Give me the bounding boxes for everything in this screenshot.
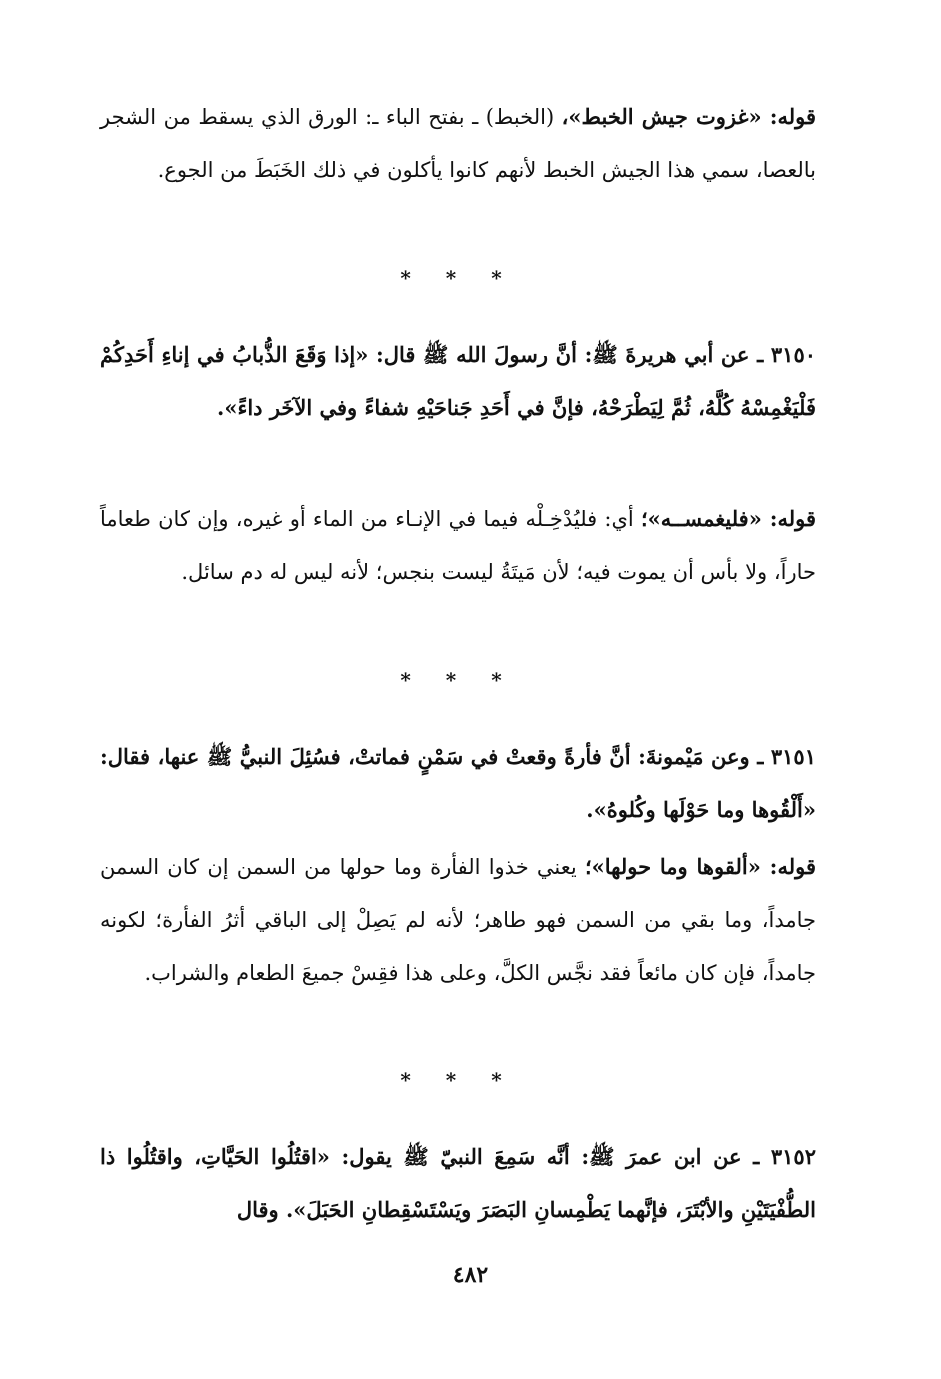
- commentary-text: أي: فليُدْخِـلْه فيما في الإنـاء من الماء أو غيره، وإن كان طعاماً حاراً، ولا بأس أن يموت فيه؛ لأن مَيتَةُ ليست بنجس؛ لأنه ليس له دم سائل.: [100, 507, 816, 584]
- hadith-3150: [100, 328, 816, 434]
- commentary-paragraph: [100, 90, 816, 197]
- commentary-text: يعني خذوا الفأرة وما حولها من السمن إن كان السمن جامداً، وما بقي من السمن فهو طاهر؛ لأنه لم يَصِلْ إلى الباقي أثرُ الفأرة؛ لكونه جامداً، فإن كان مائعاً فقد نجَّس الكلَّ، وعلى هذا فقِسْ جميعَ الطعام والشراب.: [100, 855, 816, 985]
- commentary-lead: قوله: «غزوت جيش الخبط»،: [561, 104, 816, 129]
- commentary-3151: [100, 840, 816, 1000]
- commentary-paragraph: [100, 492, 816, 599]
- hadith-text: أنَّه سَمِعَ النبيّ ﷺ يقول: «اقتُلُوا الحَيَّاتِ، واقتُلُوا ذا الطُّفْيَتَيْنِ والأبْتَرَ، فإنَّهما يَطْمِسانِ البَصَرَ ويَسْتَسْقِطانِ الحَبَلَ». وقال: [100, 1144, 816, 1222]
- hadith-text: أنَّ فأرةً وقعتْ في سَمْنٍ فماتتْ، فسُئِلَ النبيُّ ﷺ عنها، فقال: «أَلْقُوها وما حَوْلَها وكُلوهُ».: [100, 744, 816, 822]
- hadith-3152: [100, 1130, 816, 1236]
- hadith-text: أنَّ رسولَ الله ﷺ قال: «إذا وَقَعَ الذُّبابُ في إناءِ أَحَدِكُمْ فَلْيَغْمِسْهُ كُلَّهُ، ثُمَّ لِيَطْرَحْهُ، فإنَّ في أَحَدِ جَناحَيْهِ شفاءً وفي الآخَر داءً».: [100, 342, 816, 420]
- hadith-lead: ٣١٥٢ ـ عن ابن عمرَ ﷺ:: [581, 1144, 816, 1169]
- hadith-lead: ٣١٥١ ـ وعن مَيْمونةَ:: [638, 744, 816, 769]
- hadith-3151: [100, 730, 816, 836]
- hadith-paragraph: [100, 730, 816, 836]
- commentary-lead: قوله: «ألقوها وما حولها»؛: [584, 854, 816, 879]
- hadith-lead: ٣١٥٠ ـ عن أبي هريرةَ ﷺ:: [584, 342, 817, 367]
- page-number: ٤٨٢: [452, 1262, 489, 1288]
- hadith-paragraph: [100, 1130, 816, 1236]
- section-separator: * * *: [400, 266, 516, 290]
- commentary-paragraph: [100, 840, 816, 1000]
- section-separator: * * *: [400, 1068, 516, 1092]
- hadith-paragraph: [100, 328, 816, 434]
- commentary-lead: قوله: «فليغمســه»؛: [641, 506, 816, 531]
- section-separator: * * *: [400, 668, 516, 692]
- commentary-khabat: [100, 90, 816, 197]
- commentary-3150: [100, 492, 816, 599]
- commentary-text: (الخبط) ـ بفتح الباء ـ: الورق الذي يسقط من الشجر بالعصا، سمي هذا الجيش الخبط لأنهم كانوا يأكلون في ذلك الخَبَطَ من الجوع.: [100, 105, 816, 182]
